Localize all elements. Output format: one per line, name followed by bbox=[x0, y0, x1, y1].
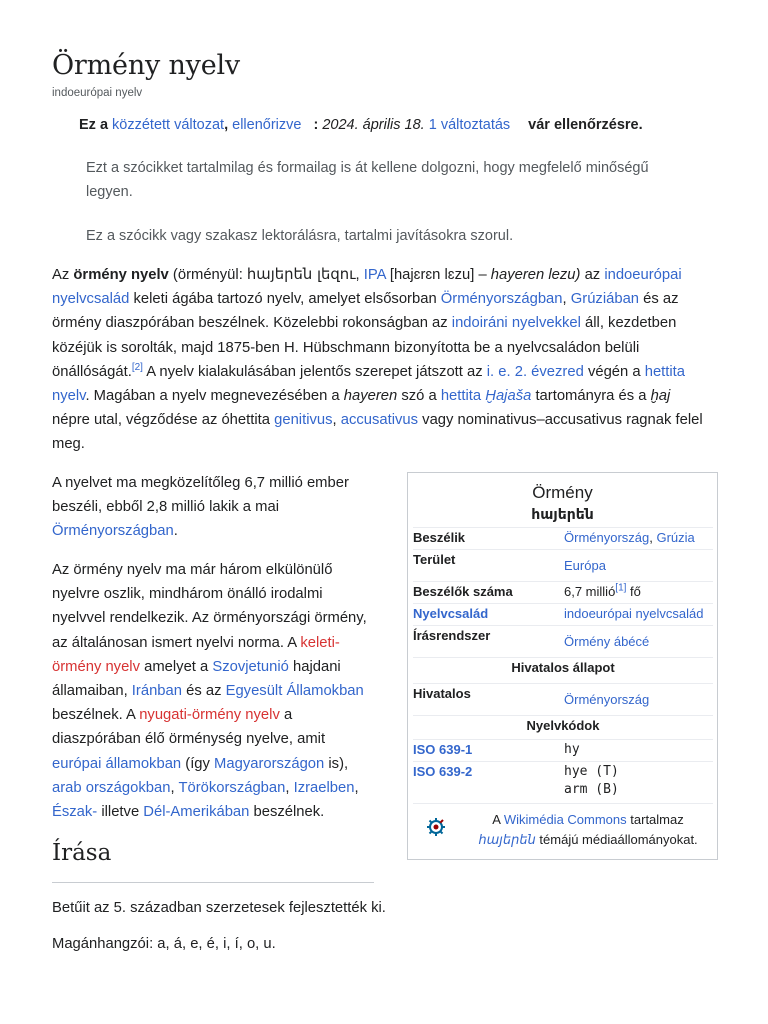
soviet-union-link[interactable]: Szovjetunió bbox=[212, 658, 289, 675]
commons-box bbox=[413, 803, 713, 857]
proofread-notice: Ez a szócikk vagy szakasz lektorálásra, tartalmi javításokra szorul. bbox=[86, 228, 514, 244]
iran-link[interactable]: Iránban bbox=[131, 683, 182, 700]
infobox-row-speakers: Beszélők száma 6,7 millió[1] fő bbox=[413, 581, 713, 603]
infobox-section-codes: Nyelvkódok bbox=[413, 715, 713, 739]
writing-paragraph-2: Magánhangzói: a, á, e, é, i, í, o, u. bbox=[52, 936, 276, 952]
page-subtitle: indoeurópai nyelv bbox=[52, 87, 143, 99]
commons-topic-link[interactable]: հայերեն bbox=[478, 833, 536, 848]
infobox-title: Örmény bbox=[532, 483, 593, 502]
speakers-paragraph: A nyelvet ma megközelítőleg 6,7 millió ember beszéli, ebből 2,8 millió lakik a mai Örményországban. bbox=[52, 475, 349, 540]
hajasa-link[interactable]: Ḫajaša bbox=[485, 388, 532, 405]
commons-text: A Wikimédia Commons tartalmaz հայերեն témájú médiaállományokat. bbox=[478, 812, 698, 848]
review-status-bar: Ez a közzétett változat, ellenőrizve : 2024. április 18. 1 változtatás vár ellenőrzésre. bbox=[79, 117, 643, 133]
israel-link[interactable]: Izraelben bbox=[293, 779, 355, 796]
reference-2-link[interactable]: [2] bbox=[131, 361, 143, 373]
commons-link[interactable]: Wikimédia Commons bbox=[503, 812, 627, 827]
millennium-link[interactable]: i. e. 2. évezred bbox=[486, 363, 584, 380]
armenia-link[interactable]: Örményországban bbox=[440, 291, 563, 308]
infobox-row-iso2: ISO 639-2 hye (T) arm (B) bbox=[413, 761, 713, 803]
dialects-paragraph: Az örmény nyelv ma már három elkülönülő nyelvre oszlik, mindhárom önálló irodalmi nyelvvel rendelkezik. Az örményországi örmény, az általánosan ismert nyelvi norma. A keleti-örmény nyelv amelyet a Szovjetunió hajdani államaiban, Iránban és az Egyesült Államokban beszélnek. A nyugati-örmény nyelv a diaszpórában élő örménység nyelve, amit európai államokban (így Magyarországon is), arab országokban, Törökországban, Izraelben, Észak- illetve Dél-Amerikában beszélnek. bbox=[52, 562, 367, 821]
infobox-reference-1-link[interactable]: [1] bbox=[615, 582, 627, 594]
infobox-family-label-link[interactable]: Nyelvcsalád bbox=[413, 606, 489, 621]
infobox-official-armenia-link[interactable]: Örményország bbox=[564, 692, 650, 707]
infobox-row-family bbox=[413, 603, 713, 625]
arab-countries-link[interactable]: arab országokban bbox=[52, 779, 171, 796]
infobox-row-official: Hivatalos Örményország bbox=[413, 683, 713, 715]
western-armenian-link[interactable]: nyugati-örmény nyelv bbox=[139, 707, 280, 724]
wikimedia-commons-icon bbox=[425, 816, 447, 838]
writing-paragraph-1: Betűit az 5. században szerzetesek fejlesztették ki. bbox=[52, 900, 386, 916]
infobox-row-spoken: Beszélik Örményország, Grúzia bbox=[413, 527, 713, 549]
north-america-link[interactable]: Észak- bbox=[52, 804, 98, 821]
ipa-link[interactable]: IPA bbox=[363, 267, 386, 283]
review-date: 2024. április 18. bbox=[322, 117, 425, 133]
infobox-europe-link[interactable]: Európa bbox=[564, 558, 606, 573]
infobox-armenia-link[interactable]: Örményország bbox=[564, 530, 650, 545]
georgia-link[interactable]: Grúziában bbox=[570, 291, 640, 308]
accusative-link[interactable]: accusativus bbox=[340, 412, 419, 429]
armenia-link-2[interactable]: Örményországban bbox=[52, 523, 174, 540]
infobox-georgia-link[interactable]: Grúzia bbox=[656, 530, 695, 545]
page-title: Örmény nyelv bbox=[52, 50, 240, 81]
infobox-alphabet-link[interactable]: Örmény ábécé bbox=[564, 634, 650, 649]
cleanup-notice: Ezt a szócikket tartalmilag és formailag is át kellene dolgozni, hogy megfelelő minőségű legyen. bbox=[86, 160, 649, 200]
published-version-link[interactable]: közzétett változat bbox=[112, 117, 225, 133]
infobox-section-official: Hivatalos állapot bbox=[413, 657, 713, 683]
indoeuropean-link[interactable]: indoeurópai nyelvcsalád bbox=[52, 267, 682, 308]
european-states-link[interactable]: európai államokban bbox=[52, 755, 182, 772]
infobox-row-script: Írásrendszer Örmény ábécé bbox=[413, 625, 713, 657]
genitive-link[interactable]: genitivus bbox=[274, 412, 333, 429]
infobox-family-link[interactable]: indoeurópai nyelvcsalád bbox=[564, 606, 704, 621]
iso-639-2-link[interactable]: ISO 639-2 bbox=[413, 764, 473, 779]
usa-link[interactable]: Egyesült Államokban bbox=[225, 683, 364, 700]
section-divider bbox=[52, 882, 374, 883]
hittite-link[interactable]: hettita bbox=[440, 388, 482, 405]
south-america-link[interactable]: Dél-Amerikában bbox=[143, 804, 250, 821]
infobox-native-name: հայերեն bbox=[531, 507, 594, 523]
infobox-row-iso1: ISO 639-1 hy bbox=[413, 739, 713, 761]
iso-639-1-link[interactable]: ISO 639-1 bbox=[413, 742, 473, 757]
checked-link[interactable]: ellenőrizve bbox=[232, 117, 302, 133]
hungary-link[interactable]: Magyarországon bbox=[214, 755, 325, 772]
infobox-row-region: Terület Európa bbox=[413, 549, 713, 581]
eastern-armenian-link[interactable]: keleti-örmény nyelv bbox=[52, 634, 340, 675]
hittite-language-link[interactable]: hettita nyelv bbox=[52, 363, 686, 405]
intro-paragraph: Az örmény nyelv (örményül: հայերեն լեզու, IPA [hajɛrɛn lɛzu] – hayeren lezu) az indoeurópai nyelvcsalád keleti ágába tartozó nyelv, amelyet elsősorban Örményországban, Grúziában és az örmény diaszpórában beszélnek. Közelebbi rokonságban az indoiráni nyelvekkel áll, kezdetben közéjük is sorolták, majd 1875-ben H. Hübschmann bizonyította be a nyelvcsaládon belüli önállóságát.[2] A nyelv kialakulásában jelentős szerepet játszott az i. e. 2. évezred végén a hettita nyelv. Magában a nyelv megnevezésében a hayeren szó a hettita Ḫajaša tartományra és a ḫaj népre utal, végződése az óhettita genitivus, accusativus vagy nominativus–accusativus ragnak felel meg. bbox=[52, 266, 703, 453]
indoiranian-link[interactable]: indoiráni nyelvekkel bbox=[451, 315, 581, 332]
language-infobox bbox=[407, 472, 718, 860]
section-heading-writing: Írása bbox=[52, 840, 112, 866]
pending-changes-link[interactable]: 1 változtatás bbox=[428, 117, 511, 133]
turkey-link[interactable]: Törökországban bbox=[178, 779, 286, 796]
